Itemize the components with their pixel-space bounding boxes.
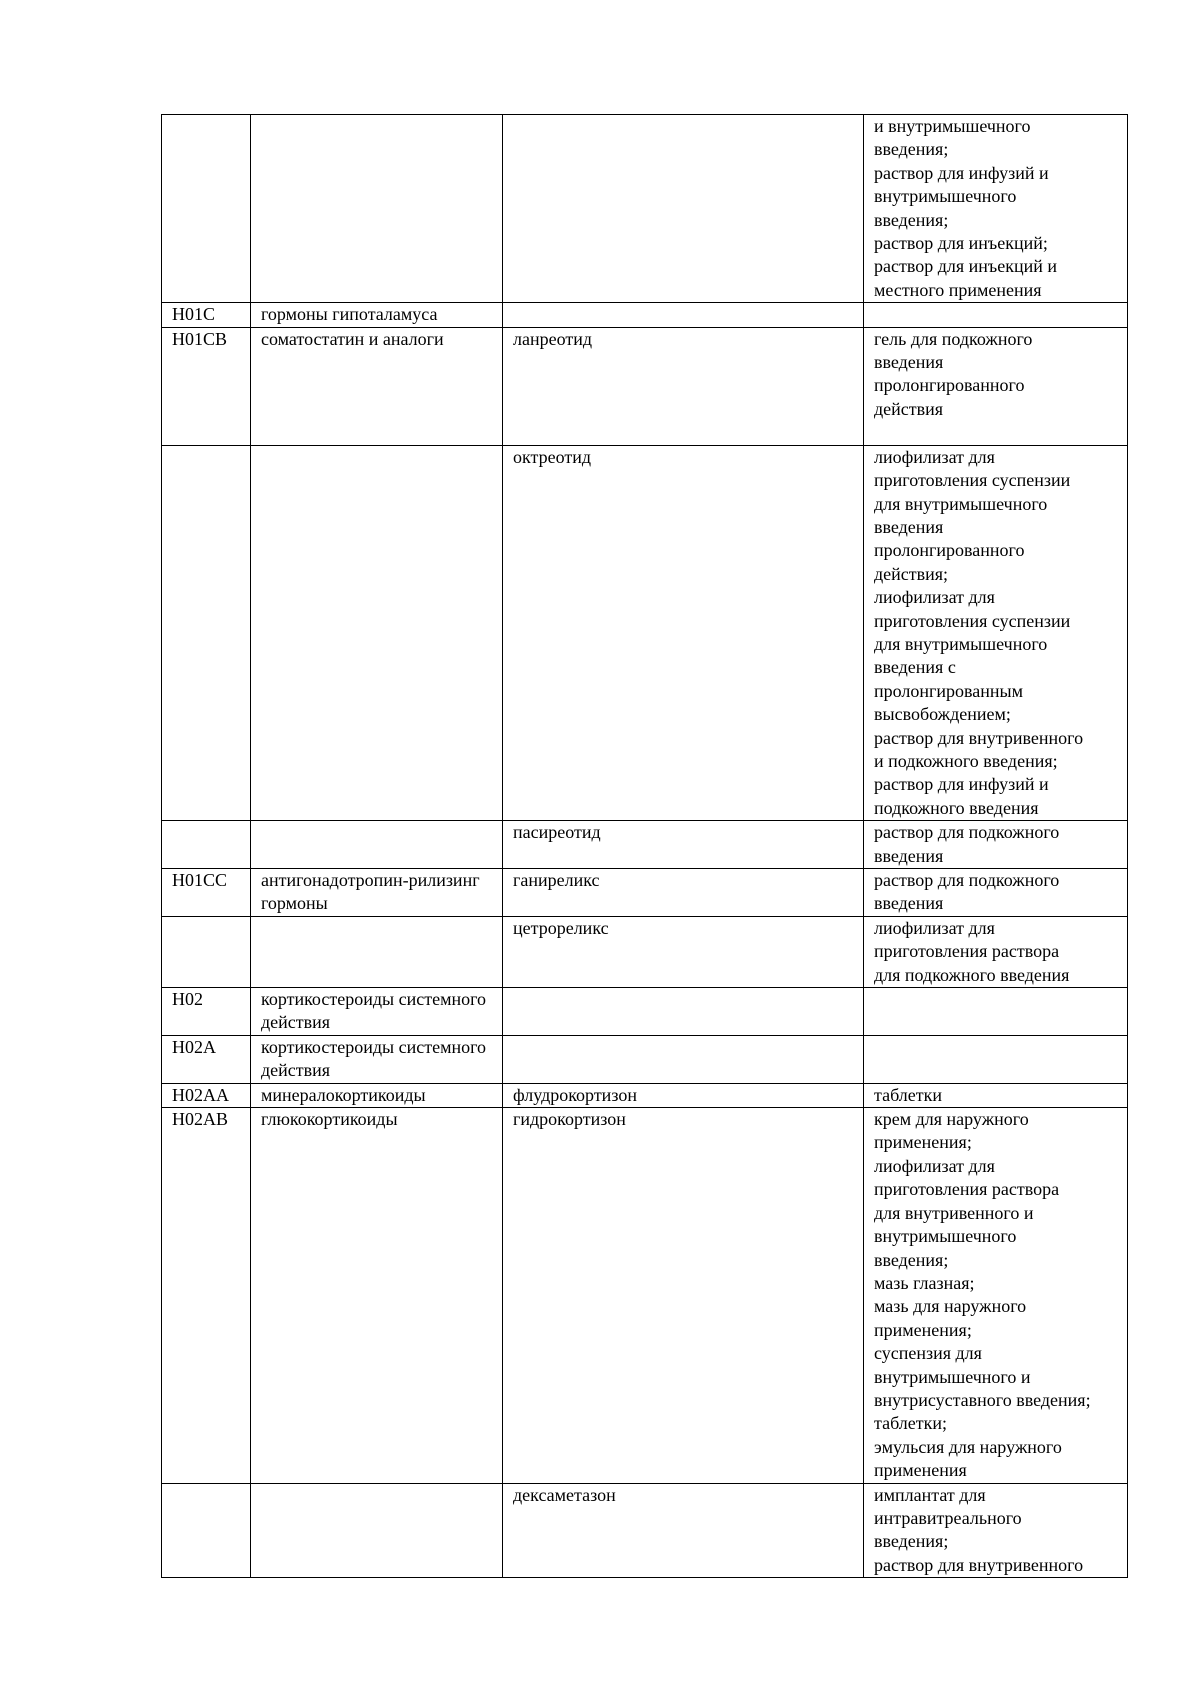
table-row [162,303,1128,327]
dosage-form-line: таблетки; [874,1413,948,1434]
drug-name-cell: октреотид [503,445,864,821]
table-row [162,1483,1128,1578]
dosage-forms-cell [864,916,1128,987]
dosage-form-line: применения; [874,1319,972,1340]
drug-classification-table [161,114,1128,1578]
dosage-form-line: введения; [874,1249,949,1270]
table-row [162,115,1128,303]
group-name-cell: глюкокортикоиды [251,1108,503,1484]
table-row [162,821,1128,869]
dosage-form-line: внутрисуставного введения; [874,1389,1091,1410]
dosage-forms-cell [864,1483,1128,1578]
group-name-cell [251,115,503,303]
dosage-form-line: раствор для внутривенного [874,1554,1084,1575]
dosage-form-line: действия [874,398,944,419]
group-name-cell [251,1483,503,1578]
dosage-form-line: местного применения [874,279,1042,300]
dosage-form-line: раствор для подкожного [874,870,1060,890]
table-row [162,445,1128,821]
drug-name-cell [503,115,864,303]
dosage-form-line: мазь глазная; [874,1272,975,1293]
dosage-form-line: введения; [874,209,949,230]
dosage-form-line: мазь для наружного [874,1296,1027,1317]
dosage-form-line: раствор для инъекций; [874,233,1048,254]
dosage-form-line: приготовления суспензии [874,610,1071,631]
dosage-forms-cell [864,988,1128,1036]
dosage-form-line: имплантат для [874,1484,986,1505]
group-name-cell: соматостатин и аналоги [251,327,503,445]
dosage-form-line: введения; [874,139,949,160]
dosage-form-line: таблетки [874,1084,943,1105]
atc-code-cell [162,1483,251,1578]
atc-code-cell [162,445,251,821]
dosage-form-line: лиофилизат для [874,446,995,467]
table-row [162,1108,1128,1484]
drug-name-cell [503,303,864,327]
atc-code-cell: H02A [162,1035,251,1083]
group-name-cell [251,916,503,987]
dosage-form-line: раствор для подкожного [874,822,1060,843]
dosage-form-line: суспензия для [874,1343,982,1364]
dosage-form-line: введения [874,516,944,537]
dosage-form-line: введения; [874,1531,949,1552]
dosage-form-line: лиофилизат для [874,1155,995,1176]
table-body [162,115,1128,1578]
dosage-form-line: введения [874,845,944,866]
table-row [162,327,1128,445]
dosage-form-line: пролонгированного [874,540,1025,561]
dosage-forms-cell [864,1035,1128,1083]
table-row [162,1035,1128,1083]
dosage-form-line: и подкожного введения; [874,750,1058,771]
dosage-forms-cell [864,821,1128,869]
atc-code-cell: H01CC [162,869,251,917]
dosage-form-line: для внутримышечного [874,633,1048,654]
dosage-form-line: введения [874,352,944,373]
atc-code-cell: H01CB [162,327,251,445]
group-name-cell: минералокортикоиды [251,1083,503,1107]
dosage-form-line: применения; [874,1132,972,1153]
dosage-form-line: для внутривенного и [874,1202,1034,1223]
drug-name-cell: пасиреотид [503,821,864,869]
atc-code-cell: H01C [162,303,251,327]
drug-name-cell: дексаметазон [503,1483,864,1578]
group-name-cell [251,821,503,869]
dosage-form-line: лиофилизат для [874,587,995,608]
group-name-cell: кортикостероиды системного действия [251,1035,503,1083]
group-name-cell: кортикостероиды системного действия [251,988,503,1036]
dosage-form-line: внутримышечного [874,1226,1017,1247]
drug-name-cell: гидрокортизон [503,1108,864,1484]
dosage-form-line: действия; [874,563,949,584]
dosage-form-line: лиофилизат для [874,917,995,938]
table-row [162,916,1128,987]
table-row [162,869,1128,917]
dosage-form-line: для подкожного введения [874,964,1070,985]
group-name-cell: гормоны гипоталамуса [251,303,503,327]
dosage-form-line: раствор для инъекций и [874,256,1057,277]
dosage-forms-cell [864,1083,1128,1107]
dosage-form-line: для внутримышечного [874,493,1048,514]
dosage-form-line: раствор для инфузий и [874,774,1049,795]
group-name-cell: антигонадотропин-рилизинг гормоны [251,869,503,917]
drug-name-cell: ланреотид [503,327,864,445]
dosage-form-line: приготовления раствора [874,1179,1060,1200]
drug-name-cell: ганиреликс [503,869,864,917]
drug-name-cell [503,988,864,1036]
dosage-form-line: пролонгированного [874,375,1025,396]
group-name-cell [251,445,503,821]
drug-name-cell [503,1035,864,1083]
dosage-form-line: приготовления раствора [874,941,1060,962]
table-row [162,988,1128,1036]
dosage-forms-cell [864,327,1128,445]
dosage-form-line: приготовления суспензии [874,470,1071,491]
dosage-forms-cell [864,445,1128,821]
dosage-form-line: подкожного введения [874,797,1039,818]
atc-code-cell: H02 [162,988,251,1036]
atc-code-cell [162,821,251,869]
dosage-forms-cell [864,303,1128,327]
dosage-form-line: крем для наружного [874,1109,1029,1130]
dosage-form-line [874,421,1117,444]
drug-name-cell: флудрокортизон [503,1083,864,1107]
dosage-form-line: интравитреального [874,1507,1022,1528]
dosage-form-line: введения [874,893,944,914]
dosage-forms-cell [864,115,1128,303]
atc-code-cell: H02AA [162,1083,251,1107]
atc-code-cell [162,916,251,987]
dosage-form-line: гель для подкожного [874,328,1033,349]
atc-code-cell [162,115,251,303]
dosage-form-line: раствор для внутривенного [874,727,1084,748]
drug-name-cell: цетрореликс [503,916,864,987]
dosage-forms-cell [864,869,1128,917]
dosage-form-line: введения с [874,657,956,678]
dosage-form-line: и внутримышечного [874,116,1031,136]
dosage-form-line: раствор для инфузий и [874,162,1049,183]
dosage-form-line: применения [874,1460,967,1481]
dosage-form-line: высвобождением; [874,704,1011,725]
table-row [162,1083,1128,1107]
dosage-form-line: внутримышечного [874,186,1017,207]
dosage-form-line: эмульсия для наружного [874,1436,1062,1457]
dosage-form-line: пролонгированным [874,680,1024,701]
dosage-form-line: внутримышечного и [874,1366,1031,1387]
atc-code-cell: H02AB [162,1108,251,1484]
dosage-forms-cell [864,1108,1128,1484]
